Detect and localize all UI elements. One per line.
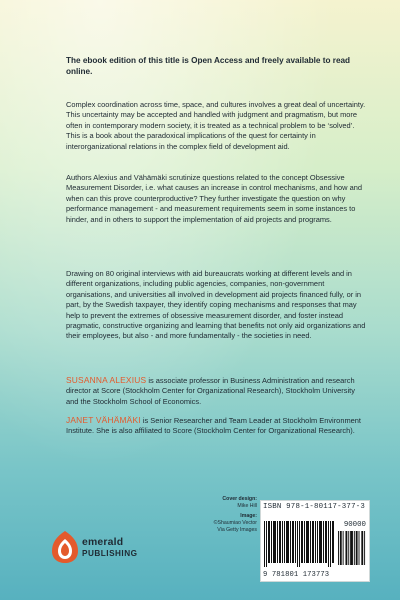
author-bio-text-1: is associate professor in Business Administration and research director at Score (Stockholm Center for Organizational Research), Stockholm University and the Stockholm School of Economics.: [66, 376, 355, 406]
price-barcode-bars: [338, 531, 366, 565]
price-code: 90000: [343, 521, 366, 529]
publisher-name-line-2: PUBLISHING: [82, 549, 138, 558]
publisher-name-line-1: emerald: [82, 537, 124, 548]
image-credits: [205, 496, 257, 534]
blurb-paragraph-1: Complex coordination across time, space, and cultures involves a great deal of uncertainty. This uncertainty may be accepted and handled with judgment and pragmatism, but more often in contemporary modern society, it is treated as a technical problem to be ‘solved’. This is a book about the paradoxical implications of the quest for certainty in interorganizational relations in the complex field of development aid.: [66, 100, 366, 151]
author-bio-2: [66, 415, 366, 437]
author-name-2: JANET VÄHÄMÄKI: [66, 415, 141, 425]
author-bio-text-2: is Senior Researcher and Team Leader at Stockholm Environment Institute. She is also affiliated to Score (Stockholm Center for Organizational Research).: [66, 416, 361, 436]
image-credit-line-2: Via Getty Images: [217, 527, 257, 533]
author-bio-1: [66, 375, 366, 407]
isbn-barcode: [260, 500, 370, 582]
blurb-paragraph-2: Authors Alexius and Vähämäki scrutinize questions related to the concept Obsessive Measurement Disorder, i.e. what causes an increase in control mechanisms, and how and when can this prove counterproductive? They further investigate the question on why performance management - and measurement requirements seem in some instances to hinder, and in others to support the implementation of aid projects and programs.: [66, 173, 362, 224]
barcode-bars: [264, 521, 334, 567]
image-label: Image:: [240, 513, 257, 519]
barcode-digits: 9 781801 173773: [263, 571, 330, 579]
author-name-1: SUSANNA ALEXIUS: [66, 375, 147, 385]
isbn-text: ISBN 978-1-80117-377-3: [263, 503, 365, 511]
cover-design-value: Mike Hill: [237, 503, 257, 509]
image-credit-line-1: ©Shaumiao Vector: [213, 520, 257, 526]
emerald-logo-icon: [50, 529, 80, 565]
blurb-paragraph-3: Drawing on 80 original interviews with aid bureaucrats working at different levels and in different organizations, including public agencies, companies, non-government organisations, and universities all involved in development aid projects financed fully, or in part, by the Swedish taxpayer, they identify coping mechanisms and responses that may help to prevent the extremes of obsessive measurement disorder, and foster instead pragmatic, constructive organizing and learning that benefits not only aid organizations and their employees, but also - and more fundamentally - the societies in need.: [66, 269, 366, 341]
cover-design-label: Cover design:: [222, 496, 257, 502]
open-access-notice: The ebook edition of this title is Open Access and freely available to read online.: [66, 56, 351, 77]
emerald-publishing-logo: [50, 525, 138, 577]
